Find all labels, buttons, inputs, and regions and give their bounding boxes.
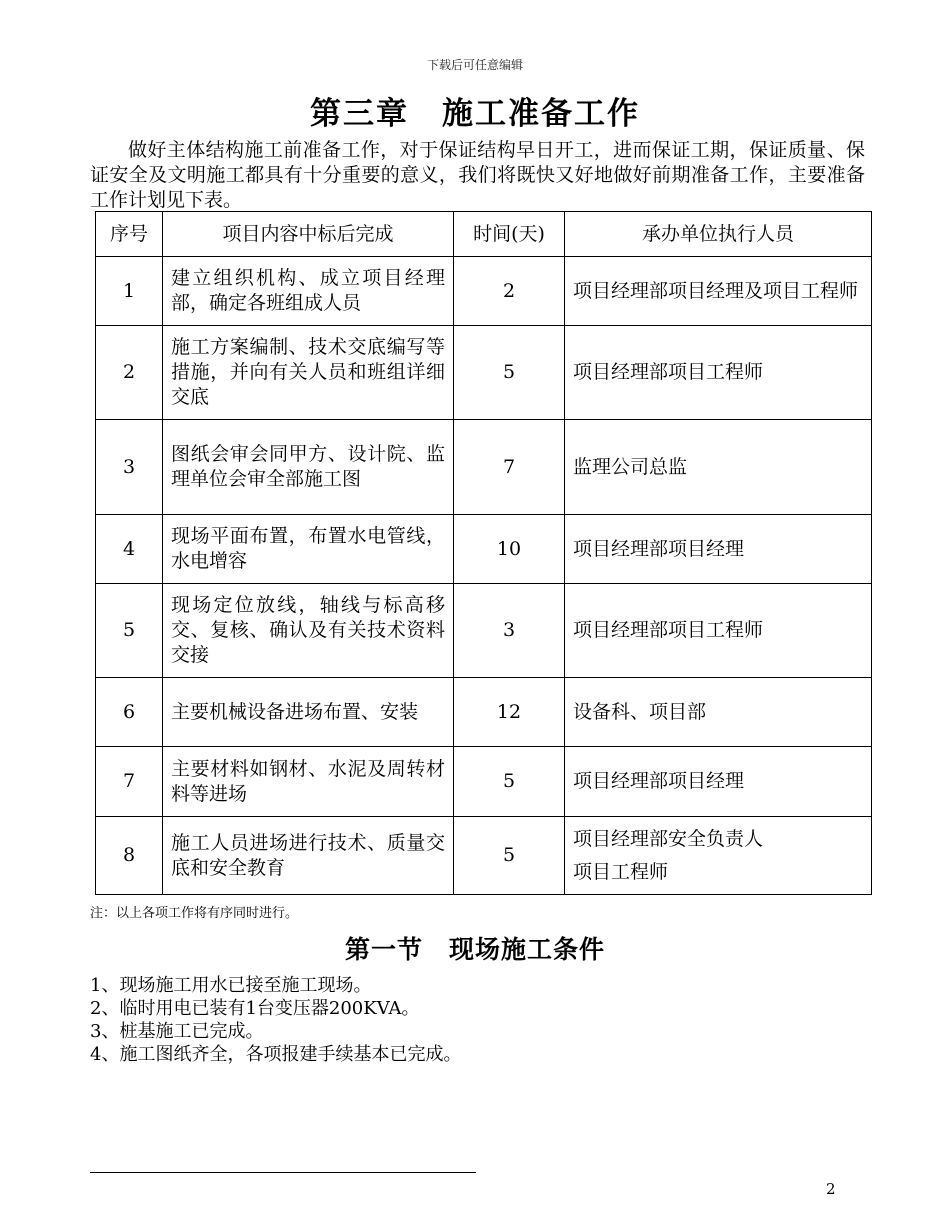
row-no: 8 [96,817,163,895]
chapter-title: 第三章 施工准备工作 [310,96,640,132]
row-item: 建立组织机构、成立项目经理部，确定各班组成人员 [163,257,454,326]
row-item: 现场定位放线，轴线与标高移交、复核、确认及有关技术资料交接 [163,584,454,678]
row-no: 2 [96,326,163,420]
row-no: 3 [96,420,163,515]
row-item: 现场平面布置，布置水电管线，水电增容 [163,515,454,584]
intro-paragraph: 做好主体结构施工前准备工作，对于保证结构早日开工，进而保证工期，保证质量、保证安全及文明施工都具有十分重要的意义，我们将既快又好地做好前期准备工作，主要准备工作计划见下表。 [90,139,865,211]
row-item: 主要机械设备进场布置、安装 [163,678,454,747]
row-item: 图纸会审会同甲方、设计院、监理单位会审全部施工图 [163,420,454,515]
table-row [96,584,872,678]
footer-divider [90,1172,476,1173]
table-row [96,257,872,326]
row-days: 10 [454,515,565,584]
list-item: 1、现场施工用水已接至施工现场。 [90,975,372,996]
row-days: 7 [454,420,565,515]
page-number: 2 [826,1180,836,1198]
header-days: 时间(天) [454,212,565,257]
table-header-row [96,212,872,257]
list-item: 4、施工图纸齐全，各项报建手续基本已完成。 [90,1044,462,1065]
row-days: 5 [454,817,565,895]
row-item: 施工方案编制、技术交底编写等措施，并向有关人员和班组详细交底 [163,326,454,420]
row-item: 主要材料如钢材、水泥及周转材料等进场 [163,747,454,817]
row-executor: 项目经理部项目经理 [565,747,872,817]
table-row [96,515,872,584]
section-title: 第一节 现场施工条件 [344,935,605,964]
list-item: 2、临时用电已装有1台变压器200KVA。 [90,998,420,1019]
executor-line: 项目工程师 [573,860,669,883]
row-executor: 项目经理部项目经理及项目工程师 [565,257,872,326]
row-days: 12 [454,678,565,747]
row-days: 5 [454,326,565,420]
row-executor: 项目经理部项目工程师 [565,584,872,678]
row-days: 2 [454,257,565,326]
row-no: 4 [96,515,163,584]
header-item: 项目内容中标后完成 [163,212,454,257]
list-item: 3、桩基施工已完成。 [90,1021,264,1042]
table-row [96,326,872,420]
row-no: 7 [96,747,163,817]
row-no: 6 [96,678,163,747]
table-row [96,817,872,895]
row-executor: 项目经理部项目经理 [565,515,872,584]
row-days: 3 [454,584,565,678]
row-no: 1 [96,257,163,326]
row-item: 施工人员进场进行技术、质量交底和安全教育 [163,817,454,895]
table-row [96,747,872,817]
site-conditions-list [90,974,870,1066]
executor-line: 项目经理部安全负责人 [573,827,764,850]
table-row [96,678,872,747]
table-row [96,420,872,515]
row-executor: 项目经理部项目工程师 [565,326,872,420]
row-executor: 监理公司总监 [565,420,872,515]
header-no: 序号 [96,212,163,257]
table-note: 注：以上各项工作将有序同时进行。 [90,906,299,921]
row-executor: 设备科、项目部 [565,678,872,747]
preparation-plan-table [95,211,872,895]
row-no: 5 [96,584,163,678]
row-days: 5 [454,747,565,817]
row-executor [565,817,872,895]
page-header-note: 下载后可任意编辑 [426,58,523,72]
header-executor: 承办单位执行人员 [565,212,872,257]
